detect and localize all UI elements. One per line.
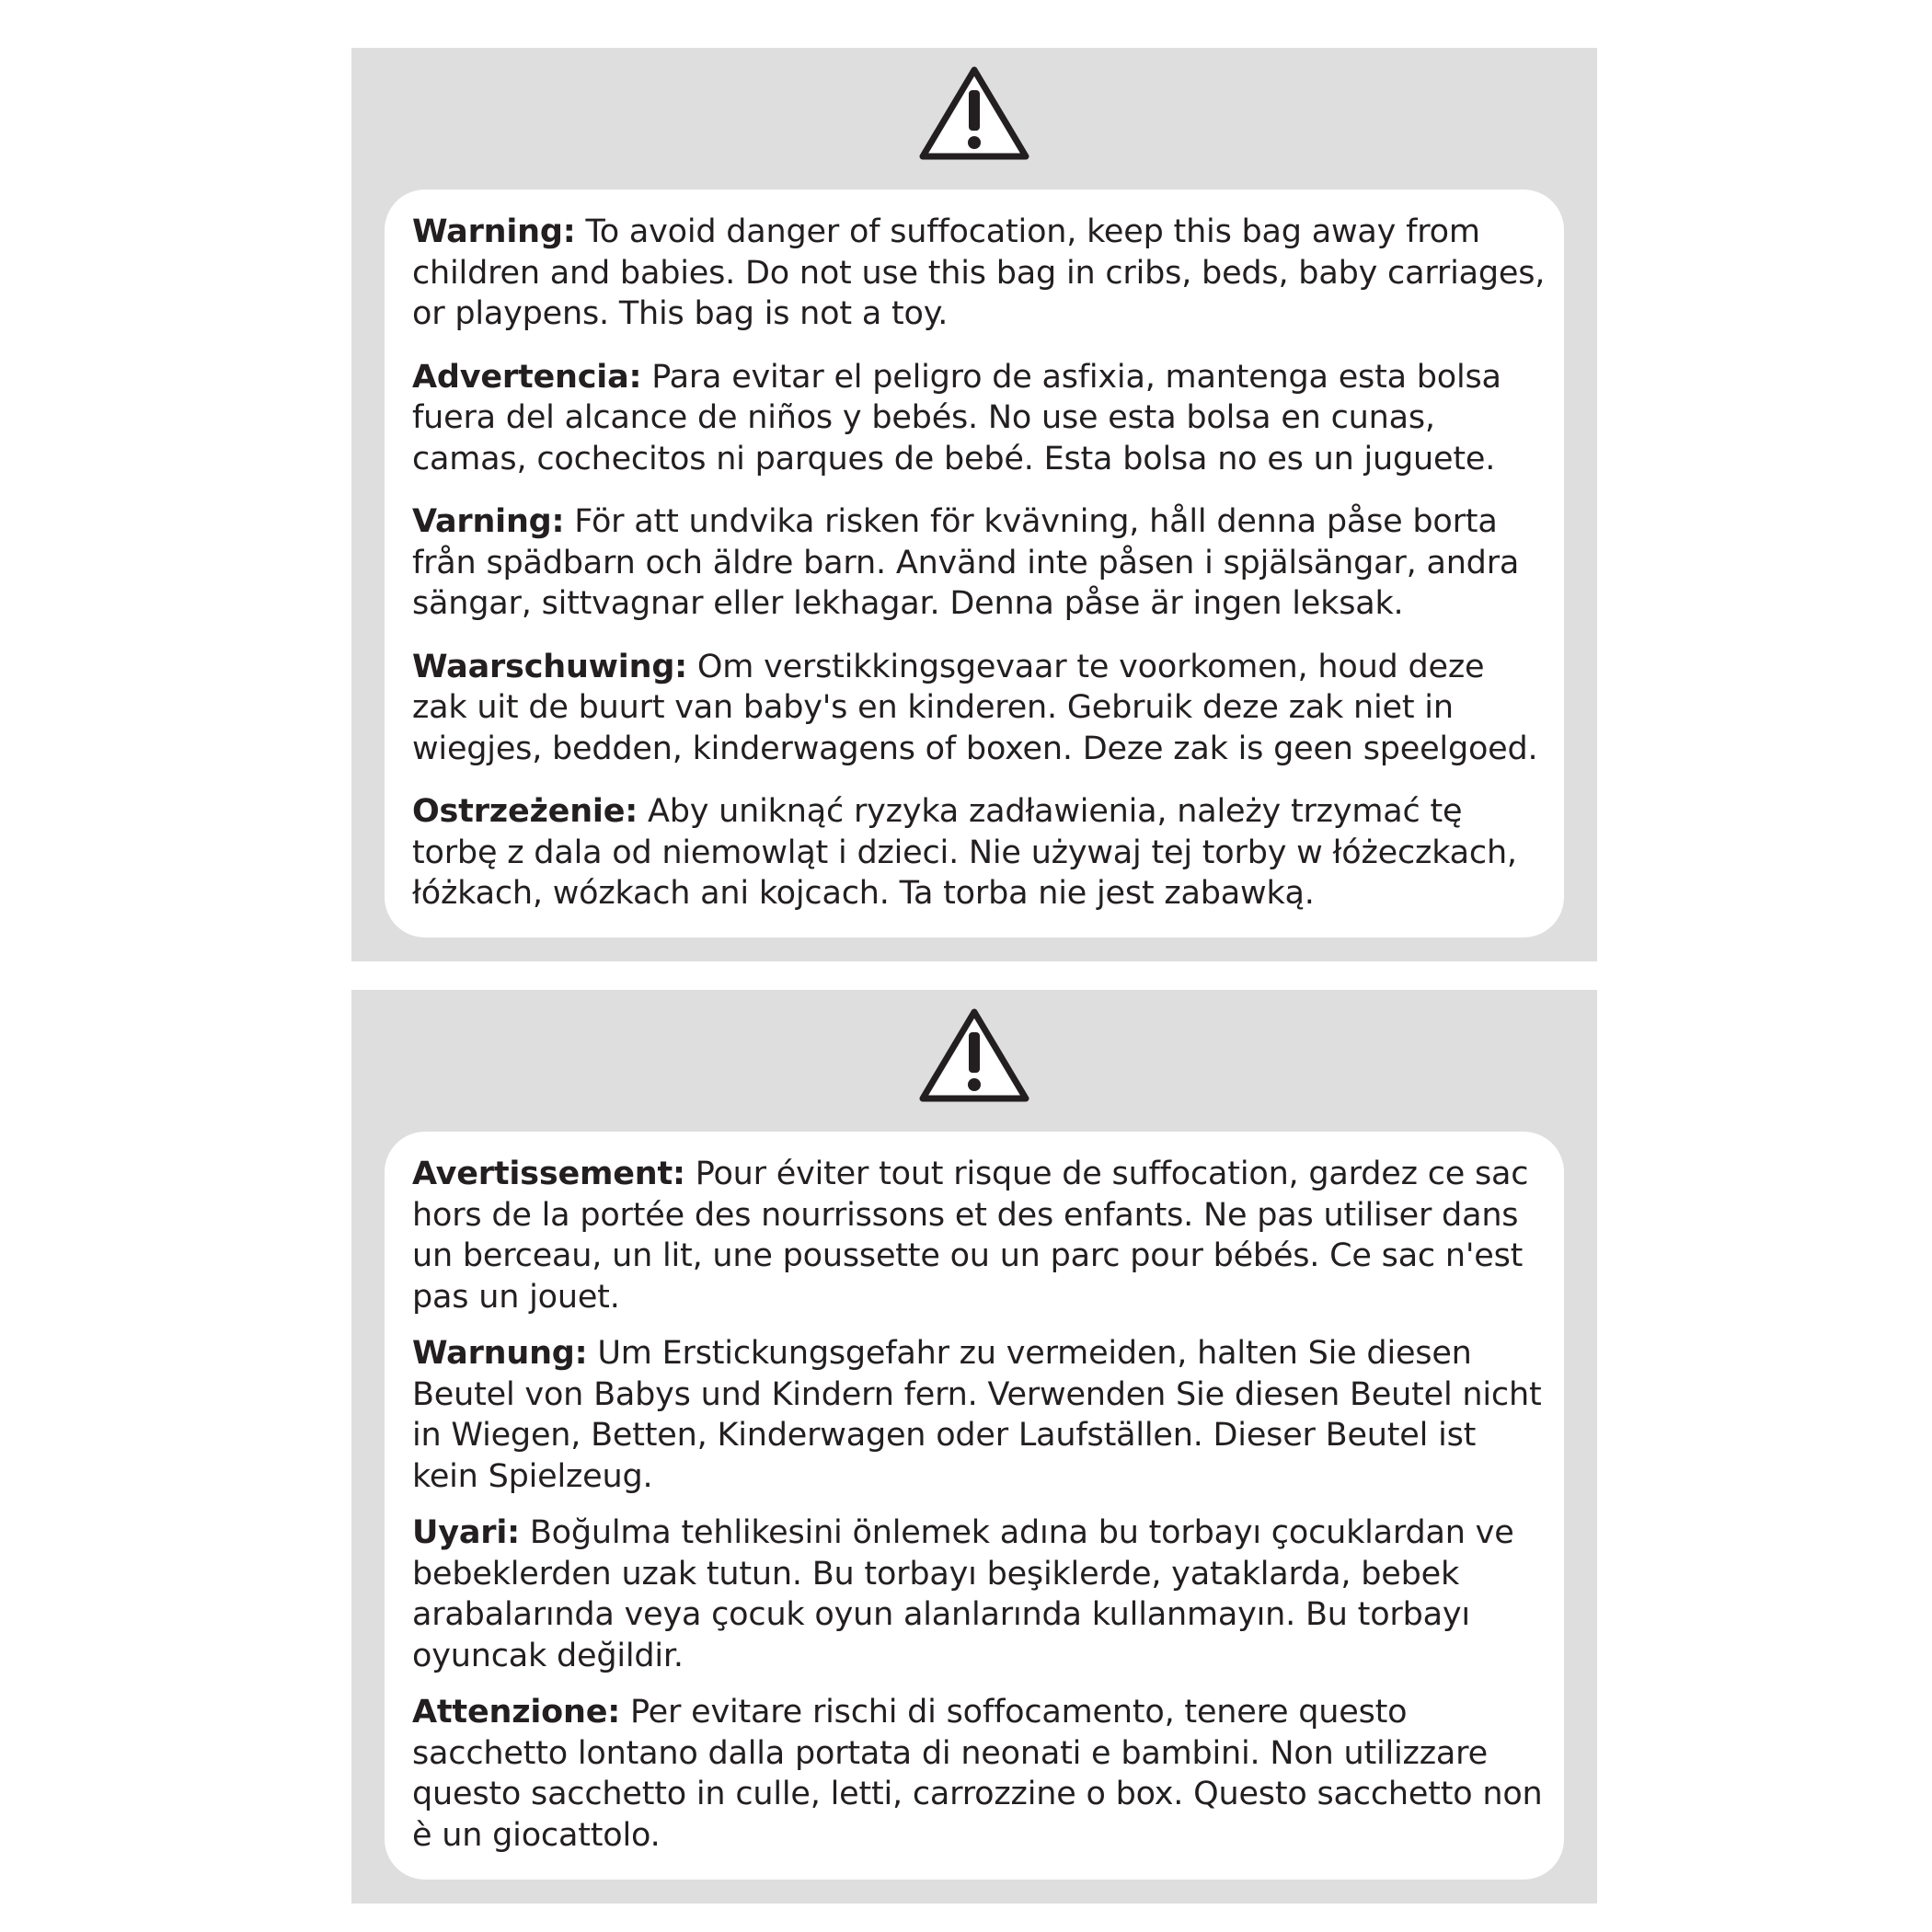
warning-text: To avoid danger of suffocation, keep this bag away from children and babies. Do not use this bag in cribs, beds, baby carriages, or playpens. This bag is not a toy. — [412, 213, 1546, 332]
warning-panel-bottom — [351, 990, 1597, 1903]
warning-text-card — [385, 1132, 1564, 1880]
warning-label: Avertissement: — [412, 1156, 685, 1192]
warning-label: Warnung: — [412, 1335, 588, 1372]
warning-text: Boğulma tehlikesini önlemek adına bu torbayı çocuklardan ve bebeklerden uzak tutun. Bu torbayı beşiklerde, yataklarda, bebek arabalarında veya çocuk oyun alanlarında kullanmayın. Bu torbayı oyuncak değildir. — [412, 1514, 1514, 1674]
warning-label: Advertencia: — [412, 358, 642, 396]
warning-panel-top — [351, 48, 1597, 961]
warning-paragraph-english — [412, 212, 1547, 335]
warning-text: Pour éviter tout risque de suffocation, gardez ce sac hors de la portée des nourrissons et des enfants. Ne pas utiliser dans un berceau, un lit, une poussette ou un parc pour bébés. Ce sac n'est pas un jouet. — [412, 1156, 1529, 1316]
warning-paragraph-polish — [412, 791, 1547, 914]
warning-text: Um Erstickungsgefahr zu vermeiden, halten Sie diesen Beutel von Babys und Kindern fern. Verwenden Sie diesen Beutel nicht in Wiegen, Betten, Kinderwagen oder Laufställen. Dieser Beutel ist kein Spielzeug. — [412, 1335, 1542, 1495]
warning-triangle-icon — [917, 1005, 1031, 1106]
warning-paragraph-dutch — [412, 647, 1547, 770]
warning-text-card — [385, 190, 1564, 937]
warning-text: Para evitar el peligro de asfixia, mantenga esta bolsa fuera del alcance de niños y bebés. No use esta bolsa en cunas, camas, cochecitos ni parques de bebé. Esta bolsa no es un juguete. — [412, 358, 1501, 477]
warning-label: Attenzione: — [412, 1694, 621, 1731]
warning-paragraph-spanish — [412, 357, 1547, 480]
warning-text: Aby uniknąć ryzyka zadławienia, należy trzymać tę torbę z dala od niemowląt i dzieci. Nie używaj tej torby w łóżeczkach, łóżkach, wózkach ani kojcach. Ta torba nie jest zabawką. — [412, 793, 1517, 912]
warning-text: Om verstikkingsgevaar te voorkomen, houd deze zak uit de buurt van baby's en kinderen. Gebruik deze zak niet in wiegjes, bedden, kinderwagens of boxen. Deze zak is geen speelgoed. — [412, 648, 1538, 767]
warning-label: Waarschuwing: — [412, 648, 687, 685]
warning-text: För att undvika risken för kvävning, håll denna påse borta från spädbarn och äldre barn. Använd inte påsen i spjälsängar, andra sängar, sittvagnar eller lekhagar. Denna påse är ingen leksak. — [412, 503, 1520, 622]
warning-text: Per evitare rischi di soffocamento, tenere questo sacchetto lontano dalla portata di neonati e bambini. Non utilizzare questo sacchetto in culle, letti, carrozzine o box. Questo sacchetto non è un giocattolo. — [412, 1694, 1543, 1854]
warning-paragraph-turkish — [412, 1512, 1547, 1676]
warning-label: Varning: — [412, 503, 565, 540]
warning-label: Ostrzeżenie: — [412, 793, 638, 830]
warning-paragraph-french — [412, 1154, 1547, 1317]
warning-label: Warning: — [412, 213, 576, 250]
warning-paragraph-german — [412, 1333, 1547, 1497]
warning-paragraph-swedish — [412, 501, 1547, 625]
warning-triangle-icon — [917, 63, 1031, 164]
warning-paragraph-italian — [412, 1692, 1547, 1856]
warning-label: Uyari: — [412, 1514, 520, 1551]
